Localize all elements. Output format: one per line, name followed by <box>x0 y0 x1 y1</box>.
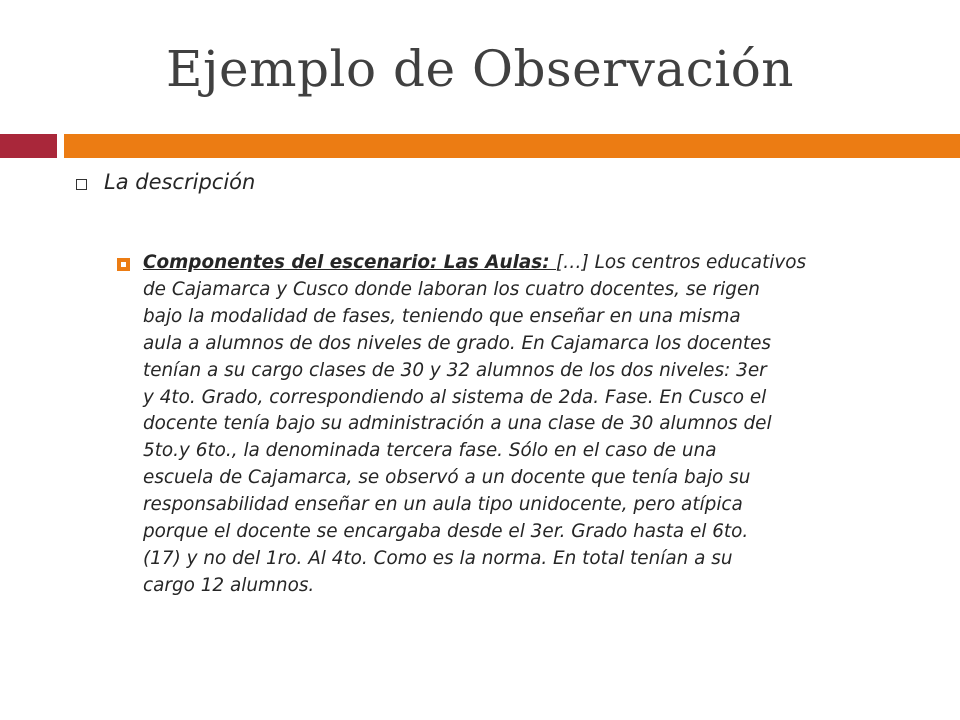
level2-line: porque el docente se encargaba desde el 3er. Grado hasta el 6to. <box>143 521 749 543</box>
level2-line: (17) y no del 1ro. Al 4to. Como es la norma. En total tenían a su <box>143 547 733 569</box>
bullet-level2 <box>117 250 917 600</box>
level2-line: aula a alumnos de dos niveles de grado. En Cajamarca los docentes <box>143 332 771 354</box>
level2-line: bajo la modalidad de fases, teniendo que enseñar en una misma <box>143 305 741 327</box>
level2-line: responsabilidad enseñar en un aula tipo unidocente, pero atípica <box>143 494 743 516</box>
level2-line: de Cajamarca y Cusco donde laboran los cuatro docentes, se rigen <box>143 278 760 300</box>
level2-paragraph <box>143 250 917 600</box>
slide-title: Ejemplo de Observación <box>166 40 794 98</box>
level2-line: tenían a su cargo clases de 30 y 32 alumnos de los dos niveles: 3er <box>143 359 767 381</box>
level2-line: cargo 12 alumnos. <box>143 574 315 596</box>
level2-line: […] Los centros educativos <box>556 252 807 273</box>
level2-line: y 4to. Grado, correspondiendo al sistema de 2da. Fase. En Cusco el <box>143 386 767 408</box>
square-bullet-icon <box>117 258 130 271</box>
level1-text: La descripción <box>104 170 256 194</box>
bullet-level1 <box>76 170 255 194</box>
title-accent-bar-right <box>64 134 960 158</box>
level2-heading: Componentes del escenario: Las Aulas: <box>143 252 556 273</box>
level2-line: escuela de Cajamarca, se observó a un docente que tenía bajo su <box>143 467 751 489</box>
hollow-square-bullet-icon <box>76 179 87 190</box>
level2-line: 5to.y 6to., la denominada tercera fase. Sólo en el caso de una <box>143 440 717 462</box>
title-accent-bar-left <box>0 134 57 158</box>
level2-line: docente tenía bajo su administración a una clase de 30 alumnos del <box>143 413 772 435</box>
